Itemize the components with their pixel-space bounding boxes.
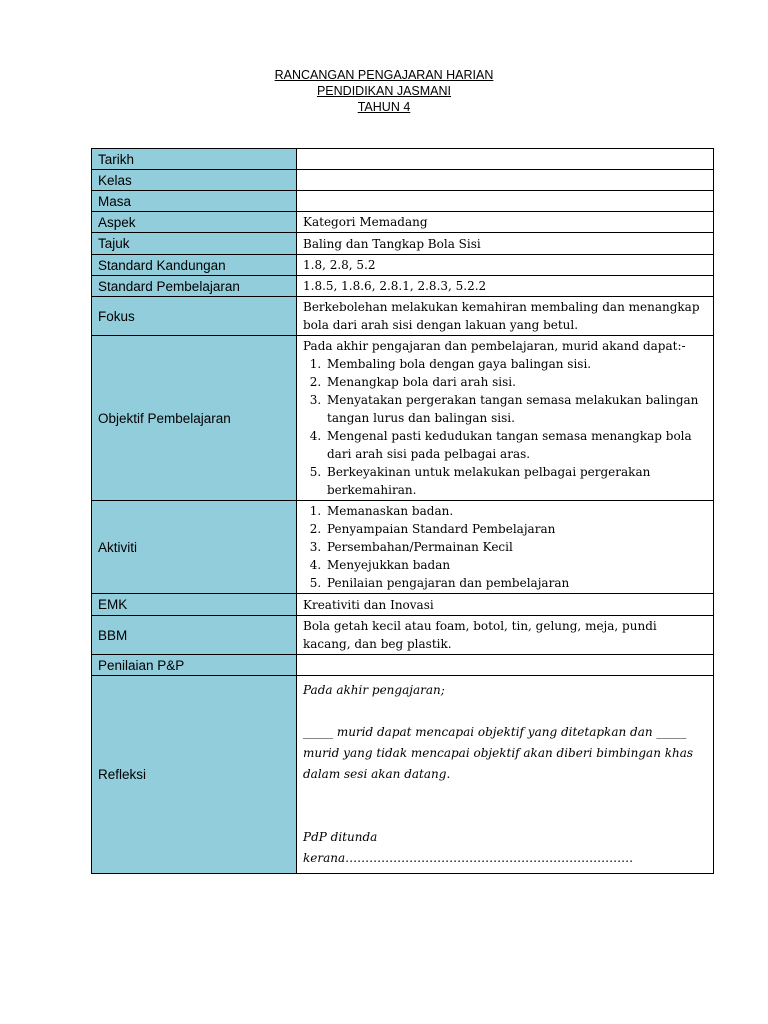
aktiviti-item: 4. Menyejukkan badan — [325, 556, 707, 574]
row-fokus — [92, 297, 714, 336]
label-bbm: BBM — [92, 616, 297, 655]
row-refleksi — [92, 676, 714, 874]
value-objektif — [297, 336, 714, 501]
lesson-plan-table — [91, 148, 714, 874]
row-aspek — [92, 212, 714, 233]
document-header — [0, 67, 768, 115]
label-aspek: Aspek — [92, 212, 297, 233]
row-bbm — [92, 616, 714, 655]
doc-title: RANCANGAN PENGAJARAN HARIAN — [274, 68, 494, 82]
row-masa — [92, 191, 714, 212]
aktiviti-item: 1. Memanaskan badan. — [325, 502, 707, 520]
objektif-item: 2. Menangkap bola dari arah sisi. — [325, 373, 707, 391]
value-kelas[interactable] — [297, 170, 714, 191]
value-bbm: Bola getah kecil atau foam, botol, tin, gelung, meja, pundi kacang, dan beg plastik. — [297, 616, 714, 655]
objektif-item: 1. Membaling bola dengan gaya balingan sisi. — [325, 355, 707, 373]
label-masa: Masa — [92, 191, 297, 212]
label-fokus: Fokus — [92, 297, 297, 336]
row-standard-pembelajaran — [92, 276, 714, 297]
value-masa[interactable] — [297, 191, 714, 212]
label-penilaian: Penilaian P&P — [92, 655, 297, 676]
row-objektif — [92, 336, 714, 501]
objektif-item: 4. Mengenal pasti kedudukan tangan semasa menangkap bola dari arah sisi pada pelbagai aras. — [325, 427, 707, 463]
label-standard-pembelajaran: Standard Pembelajaran — [92, 276, 297, 297]
label-aktiviti: Aktiviti — [92, 501, 297, 594]
value-standard-kandungan: 1.8, 2.8, 5.2 — [297, 255, 714, 276]
value-standard-pembelajaran: 1.8.5, 1.8.6, 2.8.1, 2.8.3, 5.2.2 — [297, 276, 714, 297]
objektif-item: 3. Menyatakan pergerakan tangan semasa melakukan balingan tangan lurus dan balingan sisi. — [325, 391, 707, 427]
label-refleksi: Refleksi — [92, 676, 297, 874]
objektif-list — [303, 355, 707, 499]
value-aktiviti — [297, 501, 714, 594]
row-tajuk — [92, 233, 714, 255]
aktiviti-list — [303, 502, 707, 592]
value-refleksi[interactable] — [297, 676, 714, 874]
row-aktiviti — [92, 501, 714, 594]
row-penilaian — [92, 655, 714, 676]
value-emk: Kreativiti dan Inovasi — [297, 594, 714, 616]
doc-year: TAHUN 4 — [357, 100, 411, 114]
label-standard-kandungan: Standard Kandungan — [92, 255, 297, 276]
aktiviti-item: 5. Penilaian pengajaran dan pembelajaran — [325, 574, 707, 592]
aktiviti-item: 3. Persembahan/Permainan Kecil — [325, 538, 707, 556]
refleksi-intro: Pada akhir pengajaran; — [303, 683, 445, 697]
objektif-item: 5. Berkeyakinan untuk melakukan pelbagai pergerakan berkemahiran. — [325, 463, 707, 499]
label-objektif: Objektif Pembelajaran — [92, 336, 297, 501]
value-aspek: Kategori Memadang — [297, 212, 714, 233]
value-fokus: Berkebolehan melakukan kemahiran membaling dan menangkap bola dari arah sisi dengan lakuan yang betul. — [297, 297, 714, 336]
refleksi-postponed: PdP ditunda kerana……………………………………………………………… — [303, 830, 634, 865]
row-emk — [92, 594, 714, 616]
row-tarikh — [92, 149, 714, 170]
doc-subject: PENDIDIKAN JASMANI — [316, 84, 452, 98]
aktiviti-item: 2. Penyampaian Standard Pembelajaran — [325, 520, 707, 538]
value-penilaian[interactable] — [297, 655, 714, 676]
label-tarikh: Tarikh — [92, 149, 297, 170]
value-tajuk: Baling dan Tangkap Bola Sisi — [297, 233, 714, 255]
row-standard-kandungan — [92, 255, 714, 276]
row-kelas — [92, 170, 714, 191]
refleksi-achievement: _____ murid dapat mencapai objektif yang ditetapkan dan _____ murid yang tidak mencapai objektif akan diberi bimbingan khas dalam sesi akan datang. — [303, 725, 694, 781]
label-emk: EMK — [92, 594, 297, 616]
label-kelas: Kelas — [92, 170, 297, 191]
value-tarikh[interactable] — [297, 149, 714, 170]
objektif-intro: Pada akhir pengajaran dan pembelajaran, murid akand dapat:- — [303, 339, 686, 353]
label-tajuk: Tajuk — [92, 233, 297, 255]
